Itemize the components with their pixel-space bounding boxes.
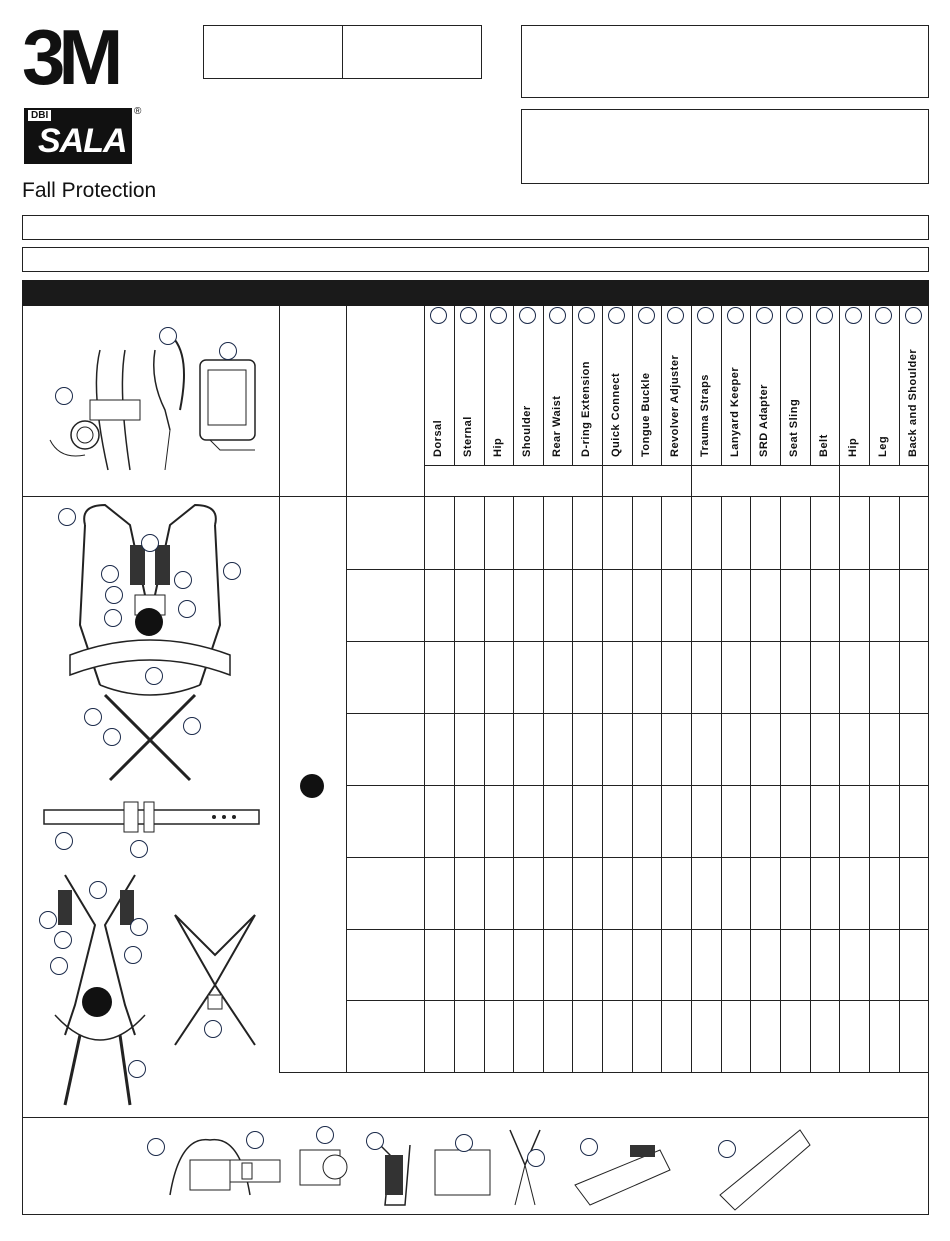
column-header: Shoulder (521, 405, 533, 457)
callout-circle-icon (366, 1132, 384, 1150)
column-callout-icon (638, 307, 655, 324)
callout-circle-icon (223, 562, 241, 580)
info-box-2 (521, 109, 929, 184)
column-line (484, 496, 485, 1072)
division-title: Fall Protection (22, 179, 157, 202)
callout-circle-icon (455, 1134, 473, 1152)
callout-circle-icon (103, 728, 121, 746)
field-bar-1 (22, 215, 929, 240)
column-header: Revolver Adjuster (669, 354, 681, 457)
callout-circle-icon (178, 600, 196, 618)
column-header: Trauma Straps (699, 374, 711, 457)
column-line (572, 306, 573, 465)
column-callout-icon (756, 307, 773, 324)
callout-circle-icon (219, 342, 237, 360)
column-callout-icon (905, 307, 922, 324)
column-header: Hip (847, 437, 859, 457)
column-header: Tongue Buckle (640, 372, 652, 457)
column-callout-icon (490, 307, 507, 324)
info-box-1 (521, 25, 929, 98)
dbi-sala-logo (24, 108, 132, 164)
column-callout-icon (549, 307, 566, 324)
column-line (691, 306, 692, 1072)
column-line (899, 496, 900, 1072)
column-line (721, 496, 722, 1072)
column-line (513, 496, 514, 1072)
callout-circle-icon (145, 667, 163, 685)
header-row-divider (22, 496, 929, 497)
column-header: Dorsal (432, 419, 444, 457)
column-callout-icon (578, 307, 595, 324)
registered-mark: ® (134, 106, 142, 117)
callout-circle-icon (58, 508, 76, 526)
callout-circle-icon (55, 832, 73, 850)
callout-circle-icon (50, 957, 68, 975)
column-line (869, 306, 870, 465)
brand-logo-3m: 3M (22, 13, 117, 101)
column-line (454, 496, 455, 1072)
table-row (346, 785, 929, 786)
column-line (661, 496, 662, 1072)
column-line (543, 496, 544, 1072)
key-column-divider (346, 306, 347, 1072)
sala-wordmark: SALA (38, 122, 127, 160)
column-line (839, 306, 840, 1072)
column-line (572, 496, 573, 1072)
column-line (543, 306, 544, 465)
column-callout-icon (460, 307, 477, 324)
table-row (346, 713, 929, 714)
column-header: D-ring Extension (580, 360, 592, 457)
callout-circle-icon (141, 534, 159, 552)
column-line (869, 496, 870, 1072)
column-line (661, 306, 662, 465)
column-header: Hip (492, 437, 504, 457)
callout-circle-icon (104, 609, 122, 627)
callout-circle-icon (204, 1020, 222, 1038)
column-line (810, 306, 811, 465)
column-line (721, 306, 722, 465)
callout-circle-icon (89, 881, 107, 899)
callout-circle-icon (316, 1126, 334, 1144)
illustration-column-divider (279, 306, 280, 1072)
column-header: SRD Adapter (758, 384, 770, 457)
harness-back-dot (82, 987, 112, 1017)
belt-illustration (44, 800, 264, 840)
column-header: Back and Shoulder (907, 348, 919, 457)
callout-circle-icon (174, 571, 192, 589)
table-bottom-line (279, 1072, 929, 1073)
callout-circle-icon (159, 327, 177, 345)
column-line (602, 306, 603, 1072)
callout-circle-icon (124, 946, 142, 964)
callout-circle-icon (128, 1060, 146, 1078)
callout-circle-icon (580, 1138, 598, 1156)
callout-circle-icon (130, 918, 148, 936)
group-divider-line (424, 465, 929, 466)
harness-front-dot (135, 608, 163, 636)
column-header: Leg (877, 435, 889, 457)
column-line (899, 306, 900, 465)
key-dot (300, 774, 324, 798)
column-line (750, 306, 751, 465)
column-callout-icon (816, 307, 833, 324)
column-callout-icon (430, 307, 447, 324)
harness-back-illustration (40, 865, 270, 1115)
column-line (513, 306, 514, 465)
column-callout-icon (667, 307, 684, 324)
column-line (632, 496, 633, 1072)
field-bar-2 (22, 247, 929, 272)
column-callout-icon (608, 307, 625, 324)
column-line (810, 496, 811, 1072)
column-callout-icon (697, 307, 714, 324)
callout-circle-icon (39, 911, 57, 929)
table-row (346, 857, 929, 858)
column-callout-icon (845, 307, 862, 324)
column-header: Seat Sling (788, 398, 800, 457)
column-line (780, 306, 781, 465)
section-header-bar (22, 280, 929, 306)
column-callout-icon (875, 307, 892, 324)
column-callout-icon (727, 307, 744, 324)
callout-circle-icon (54, 931, 72, 949)
table-row (346, 929, 929, 930)
column-line (780, 496, 781, 1072)
callout-circle-icon (84, 708, 102, 726)
column-header: Belt (818, 434, 830, 457)
column-header: Lanyard Keeper (729, 366, 741, 457)
column-callout-icon (786, 307, 803, 324)
column-header: Sternal (462, 416, 474, 457)
callout-circle-icon (101, 565, 119, 583)
callout-circle-icon (105, 586, 123, 604)
column-header: Quick Connect (610, 372, 622, 457)
callout-circle-icon (130, 840, 148, 858)
callout-circle-icon (246, 1131, 264, 1149)
model-box-divider (342, 25, 343, 79)
callout-circle-icon (527, 1149, 545, 1167)
callout-circle-icon (55, 387, 73, 405)
callout-circle-icon (147, 1138, 165, 1156)
column-header: Rear Waist (551, 395, 563, 457)
callout-circle-icon (718, 1140, 736, 1158)
footer-divider (22, 1117, 929, 1118)
column-line (454, 306, 455, 465)
column-line (632, 306, 633, 465)
dbi-label: DBI (28, 110, 51, 121)
callout-circle-icon (183, 717, 201, 735)
column-line (484, 306, 485, 465)
table-row (346, 1000, 929, 1001)
table-row (346, 641, 929, 642)
column-line (424, 306, 425, 1072)
table-row (346, 569, 929, 570)
column-callout-icon (519, 307, 536, 324)
column-line (750, 496, 751, 1072)
